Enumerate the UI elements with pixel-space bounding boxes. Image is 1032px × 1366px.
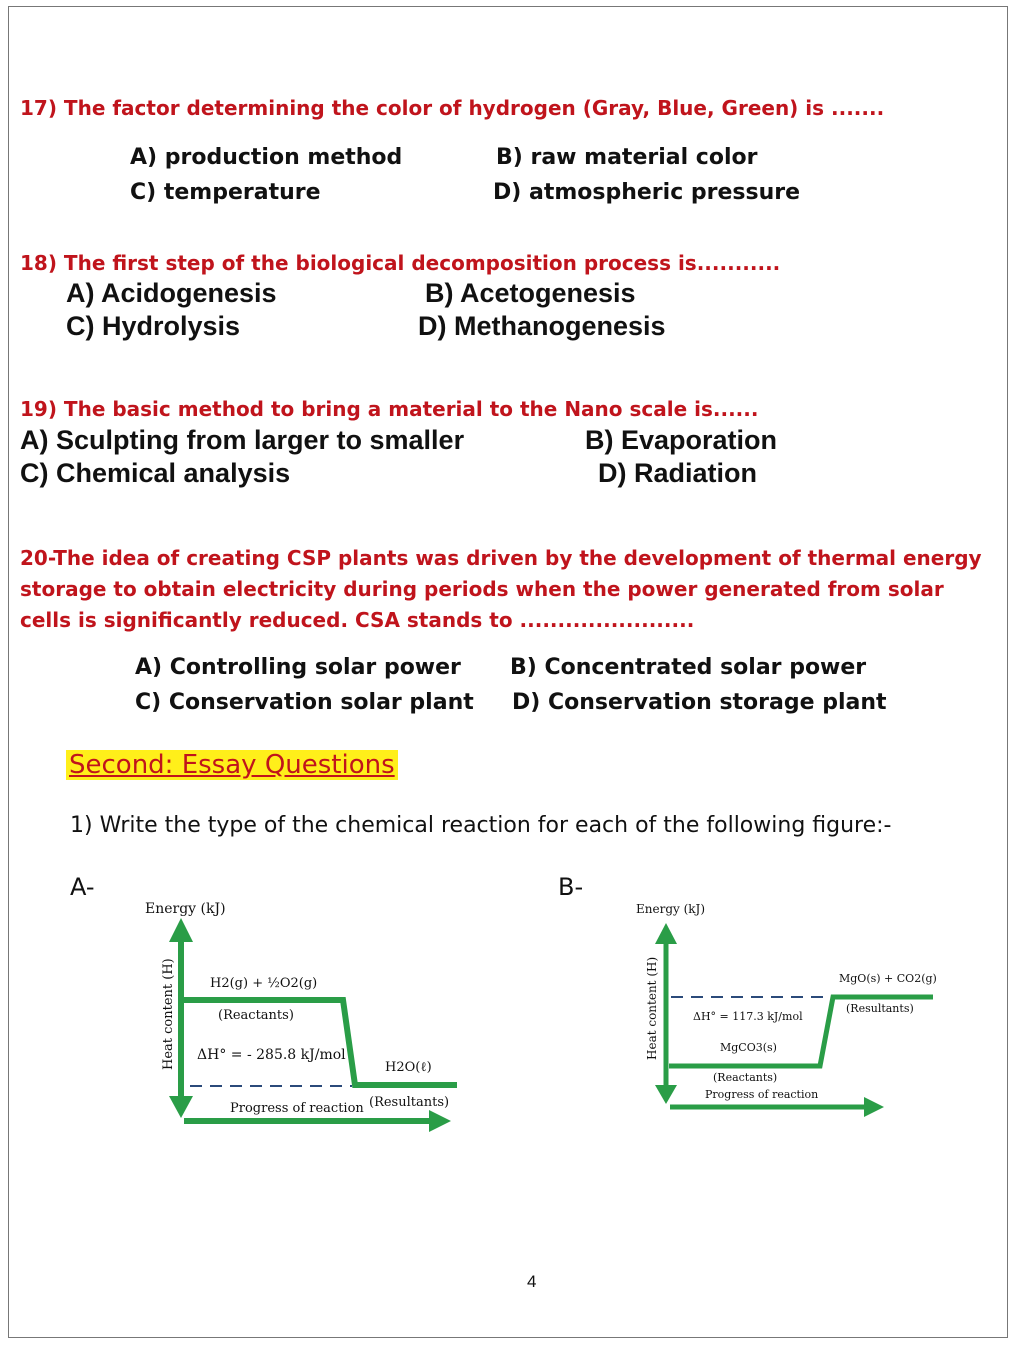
figure-a-reactants-label: (Reactants)	[218, 1008, 294, 1023]
question-17-option-b: B) raw material color	[496, 145, 758, 170]
figure-b-x-arrow	[864, 1097, 884, 1117]
question-18-option-a: A) Acidogenesis	[66, 278, 277, 308]
figure-a-y-label: Heat content (H)	[161, 958, 176, 1070]
figure-b-label: B-	[558, 873, 584, 901]
question-20-option-a: A) Controlling solar power	[135, 655, 461, 680]
figure-a-delta-h: ΔH° = - 285.8 kJ/mol	[197, 1047, 346, 1063]
figure-b-y-title: Energy (kJ)	[636, 902, 706, 916]
question-17-option-a: A) production method	[130, 145, 403, 170]
question-18-prompt: 18) The first step of the biological decomposition process is...........	[20, 251, 781, 275]
section-title: Second: Essay Questions	[66, 750, 398, 780]
figure-b-y-arrow-up	[655, 923, 677, 944]
question-18-option-c: C) Hydrolysis	[66, 311, 241, 341]
question-20-prompt: 20-The idea of creating CSP plants was driven by the development of thermal energy storage to obtain electricity during periods when the power generated from solar cells is significantly reduced. CSA stands to .......................	[20, 546, 982, 632]
figure-b-y-label: Heat content (H)	[645, 956, 659, 1060]
question-19-option-d: D) Radiation	[598, 458, 757, 488]
figure-a-y-title: Energy (kJ)	[145, 901, 226, 917]
figure-b-x-label: Progress of reaction	[705, 1088, 819, 1101]
figure-b-reactants-label: (Reactants)	[713, 1071, 778, 1084]
figure-a-x-label: Progress of reaction	[230, 1101, 364, 1116]
page-number: 4	[527, 1272, 537, 1291]
question-20-option-c: C) Conservation solar plant	[135, 690, 474, 715]
essay-question: 1) Write the type of the chemical reaction for each of the following figure:-	[70, 813, 892, 838]
figure-b-reactants-formula: MgCO3(s)	[720, 1041, 777, 1054]
figure-b-products-formula: MgO(s) + CO2(g)	[839, 972, 937, 985]
figure-a-label: A-	[70, 873, 95, 901]
figure-a-reactants-formula: H2(g) + ½O2(g)	[210, 976, 318, 991]
question-19-prompt: 19) The basic method to bring a material to the Nano scale is......	[20, 397, 759, 421]
question-17-option-c: C) temperature	[130, 180, 321, 205]
question-17-prompt: 17) The factor determining the color of hydrogen (Gray, Blue, Green) is .......	[20, 96, 885, 120]
question-18-option-d: D) Methanogenesis	[418, 311, 666, 341]
figure-b-products-label: (Resultants)	[846, 1002, 914, 1015]
figure-b-delta-h: ΔH° = 117.3 kJ/mol	[693, 1010, 803, 1023]
question-18-option-b: B) Acetogenesis	[425, 278, 636, 308]
figure-a-products-formula: H2O(ℓ)	[385, 1060, 432, 1075]
question-20-option-b: B) Concentrated solar power	[510, 655, 867, 680]
figure-a-products-label: (Resultants)	[369, 1095, 450, 1110]
question-19-option-b: B) Evaporation	[585, 425, 778, 455]
question-20-option-d: D) Conservation storage plant	[512, 690, 887, 715]
figure-b-y-arrow-down	[655, 1085, 677, 1104]
question-19-option-a: A) Sculpting from larger to smaller	[20, 425, 465, 455]
question-17-option-d: D) atmospheric pressure	[493, 180, 801, 205]
question-19-option-c: C) Chemical analysis	[20, 458, 291, 488]
